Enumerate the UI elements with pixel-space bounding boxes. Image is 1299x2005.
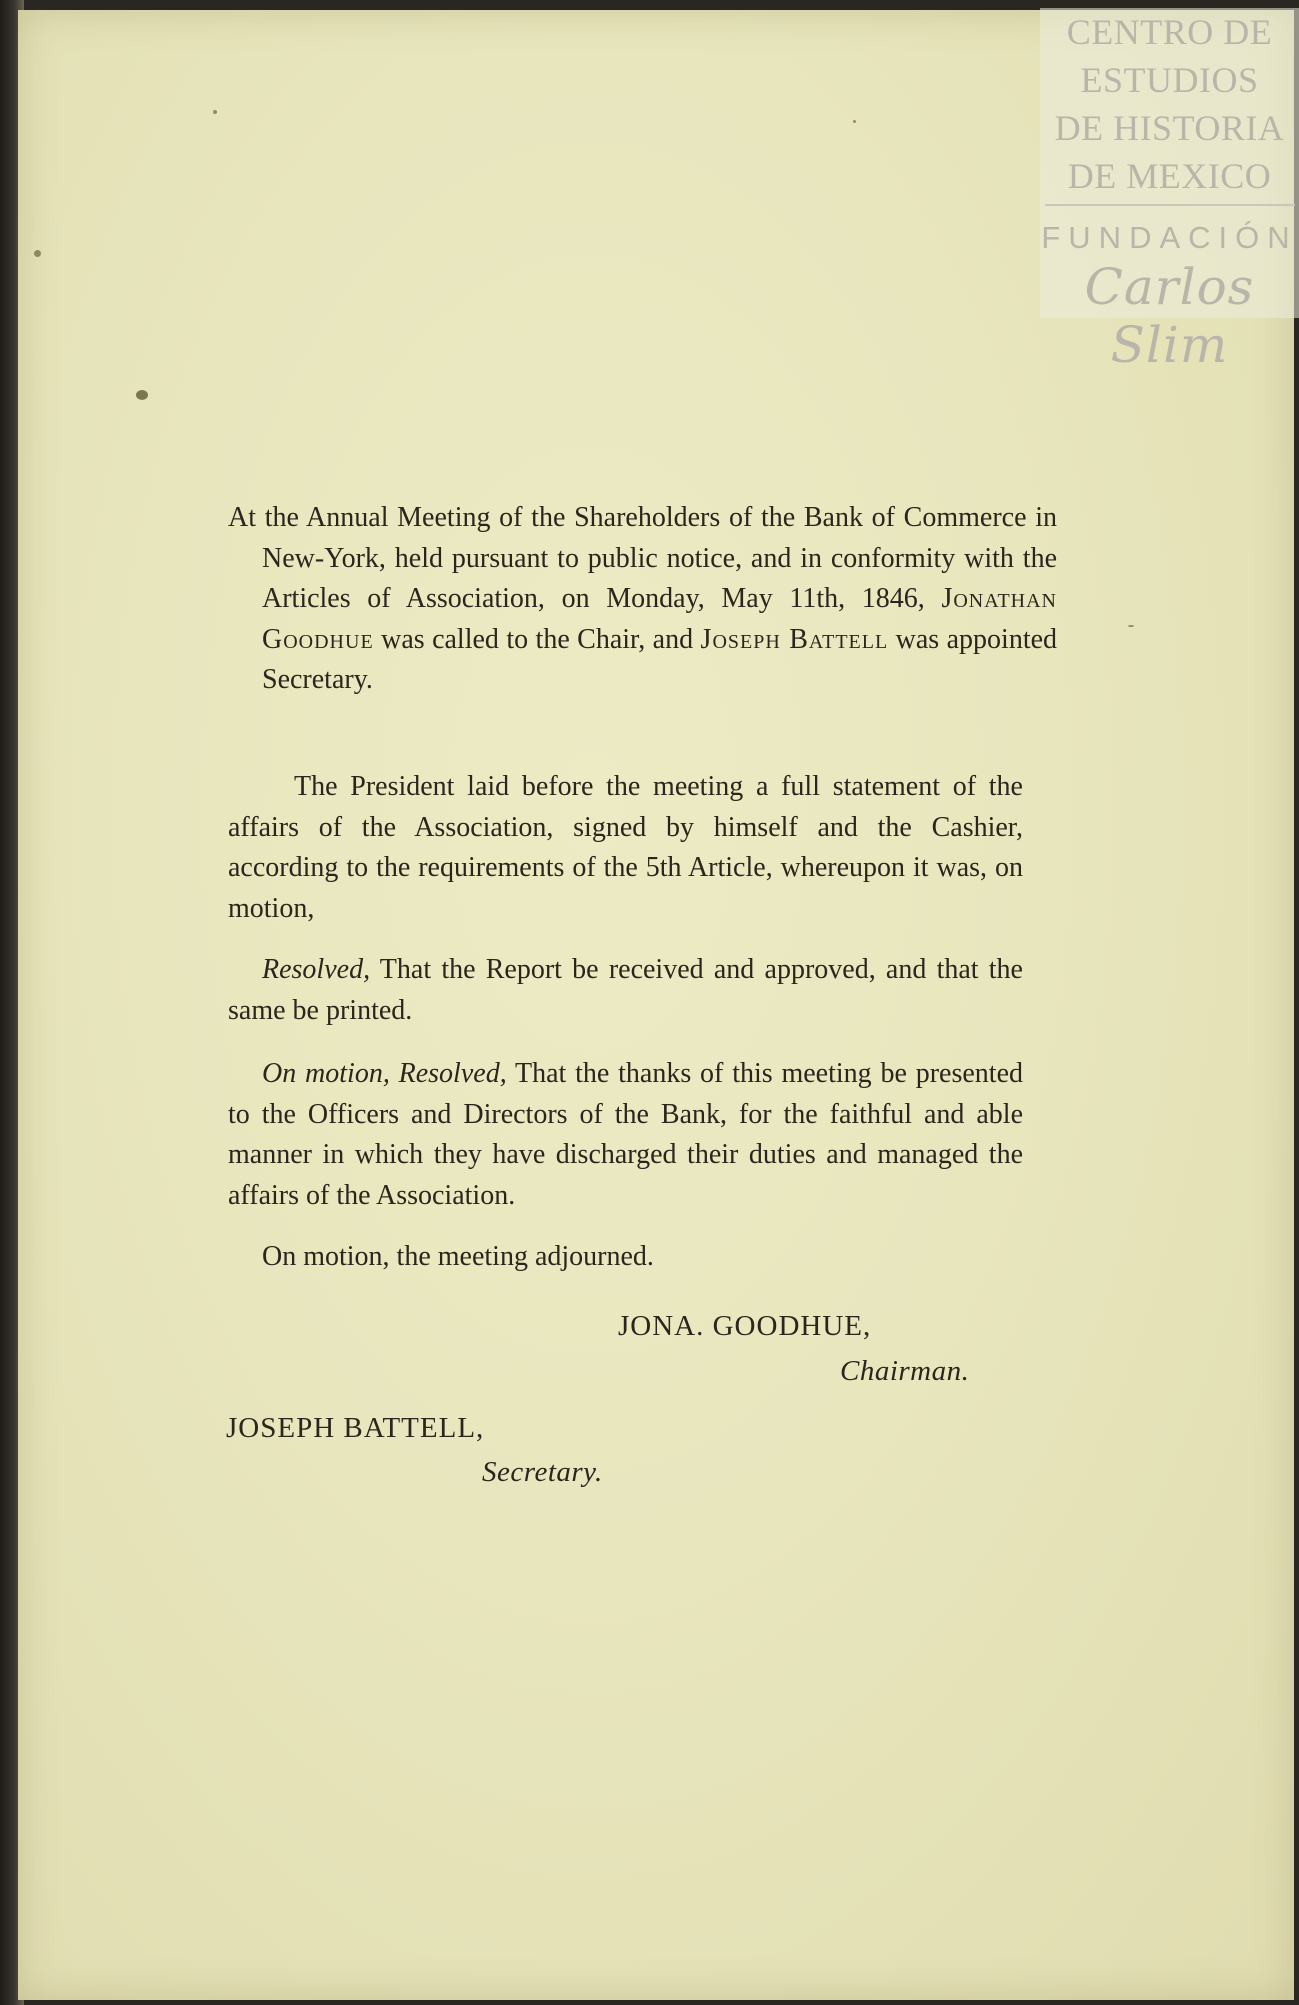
paragraph-resolution-report (228, 950, 1023, 1031)
watermark-divider (1045, 204, 1295, 206)
paper-speck (853, 120, 856, 123)
motion-resolved-label: On motion, Resolved, (262, 1058, 507, 1089)
statement-text: The President laid before the meeting a full statement of the affairs of the Association, signed by himself and the Cashier, according to the requirements of the 5th Article, whereupon it was, on motion, (228, 771, 1023, 924)
paragraph-resolution-thanks (228, 1054, 1023, 1216)
watermark-signature: Carlos Slim (1084, 258, 1255, 374)
watermark-line: DE HISTORIA (1054, 108, 1285, 148)
intro-text-3: was appointed Secretary. (262, 623, 1058, 695)
chairman-signature-title: Chairman. (840, 1355, 970, 1387)
paper-speck (213, 110, 217, 114)
adjourned-text: On motion, the meeting adjourned. (262, 1241, 654, 1272)
resolution-text: That the Report be received and approved, and that the same be printed. (228, 954, 1023, 1026)
resolved-label: Resolved, (262, 954, 371, 985)
intro-text-2: was called to the Chair, and (381, 623, 694, 655)
intro-text-1: At the Annual Meeting of the Shareholders of the Bank of Commerce in New-York, held pursuant to public notice, and in conformity with the Articles of Association, on Monday, May 11th, 1846, (228, 502, 1057, 614)
paper-speck (1128, 625, 1134, 627)
secretary-name-smallcaps: Joseph Battell (700, 623, 889, 655)
paper-speck (136, 390, 148, 400)
chairman-signature-name: JONA. GOODHUE, (618, 1310, 872, 1342)
watermark-line: DE MEXICO (1067, 156, 1272, 196)
paper-speck (34, 250, 41, 257)
paragraph-president-statement (228, 767, 1023, 929)
paragraph-meeting-intro (228, 498, 1057, 701)
archive-watermark (1040, 8, 1299, 374)
paragraph-adjourned (228, 1237, 1023, 1278)
chairman-name-smallcaps: Jonathan Goodhue (262, 583, 1057, 655)
watermark-fundacion: FUNDACIÓN (1041, 220, 1298, 255)
secretary-signature-title: Secretary. (482, 1456, 603, 1488)
watermark-line: CENTRO DE (1066, 12, 1273, 52)
thanks-text: That the thanks of this meeting be presented to the Officers and Directors of the Bank, for the faithful and able manner in which they have discharged their duties and managed the affairs of the Association. (228, 1058, 1023, 1211)
watermark-line: ESTUDIOS (1080, 60, 1259, 100)
secretary-signature-name: JOSEPH BATTELL, (226, 1412, 485, 1444)
